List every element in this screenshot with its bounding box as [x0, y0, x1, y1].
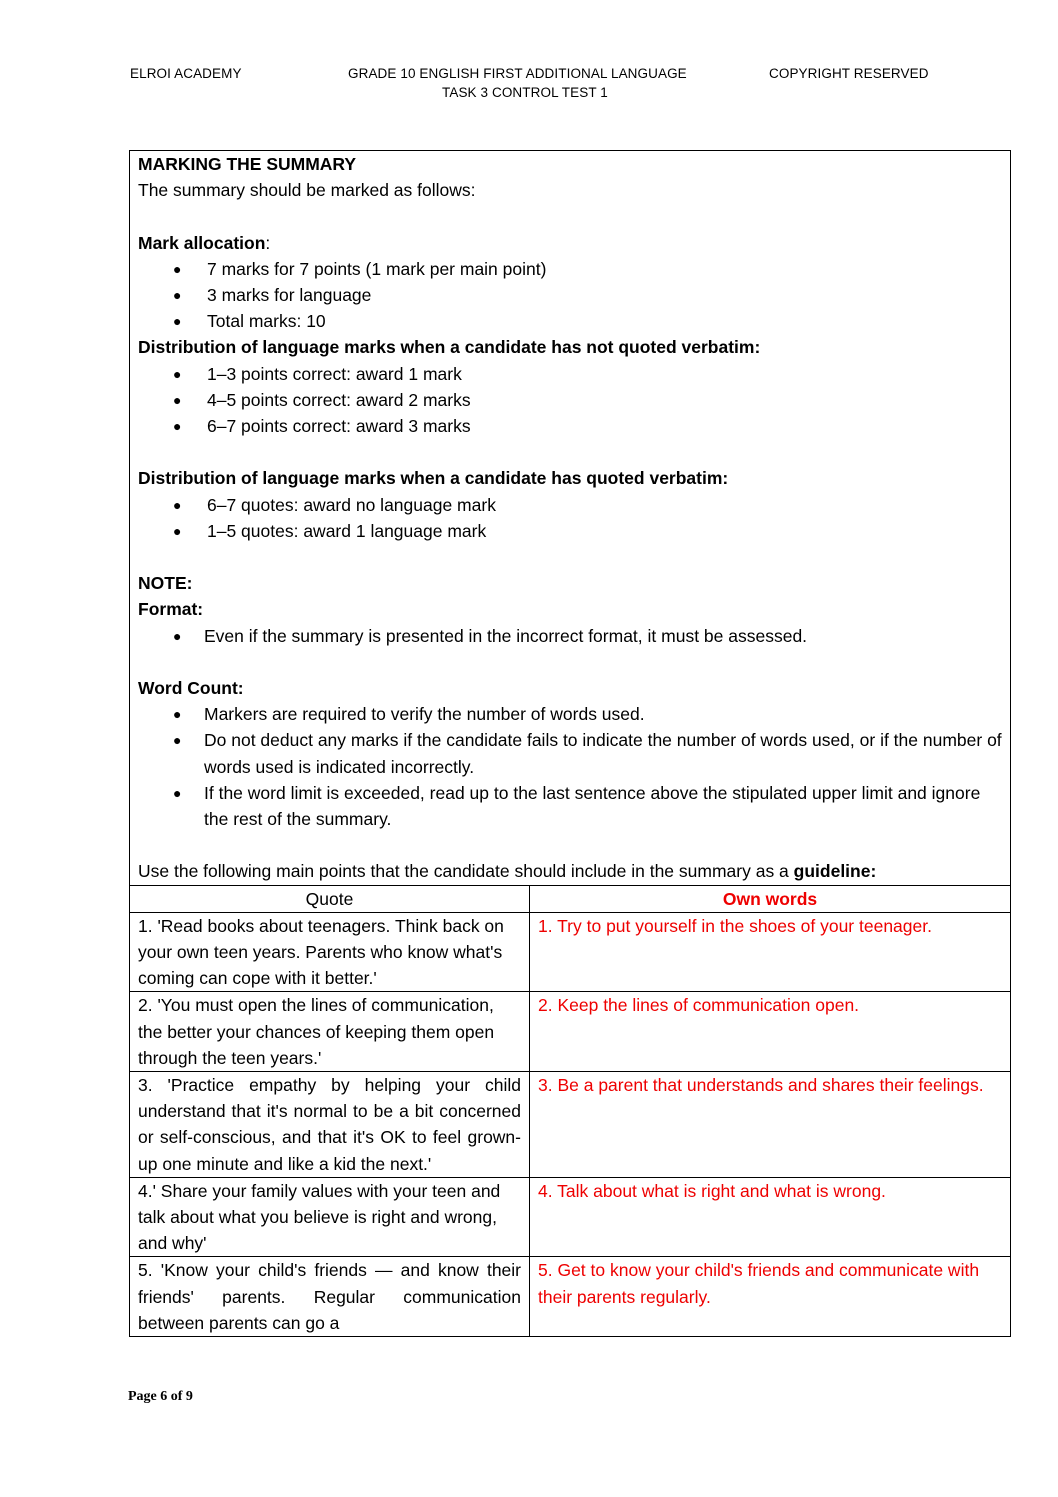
column-header-quote: Quote [130, 885, 530, 912]
points-table [130, 885, 1010, 1336]
format-label: Format: [138, 599, 204, 620]
marking-box [129, 150, 1011, 1337]
own-words-cell: 2. Keep the lines of communication open. [530, 992, 1011, 1072]
mark-allocation-list [138, 256, 1002, 335]
column-header-own-words: Own words [530, 885, 1011, 912]
summary-intro: The summary should be marked as follows: [138, 180, 476, 201]
quote-cell: 5. 'Know your child's friends — and know their friends' parents. Regular communication between parents can go a [130, 1257, 530, 1336]
list-item: ● If the word limit is exceeded, read up to the last sentence above the stipulated upper limit and ignore the rest of the summary. [173, 780, 1002, 832]
not-quoted-heading: Distribution of language marks when a candidate has not quoted verbatim: [138, 337, 761, 358]
own-words-cell: 4. Talk about what is right and what is wrong. [530, 1177, 1011, 1257]
table-row [130, 1257, 1010, 1336]
guideline-line [138, 858, 1002, 884]
mark-allocation-heading [138, 230, 1002, 256]
list-item: ● 3 marks for language [173, 282, 1002, 308]
table-header-row [130, 885, 1010, 912]
summary-title: MARKING THE SUMMARY [138, 154, 357, 174]
header-subject-line1: GRADE 10 ENGLISH FIRST ADDITIONAL LANGUAGE [348, 66, 687, 81]
quoted-list [138, 492, 1002, 544]
mark-allocation-label: Mark allocation [138, 232, 266, 253]
quoted-heading: Distribution of language marks when a candidate has quoted verbatim: [138, 468, 729, 489]
word-count-label: Word Count: [138, 678, 244, 698]
list-item: ● 4–5 points correct: award 2 marks [173, 387, 1002, 413]
list-item: ● 1–3 points correct: award 1 mark [173, 361, 1002, 387]
guideline-text: Use the following main points that the candidate should include in the summary as a [138, 861, 794, 882]
list-item: ● Do not deduct any marks if the candidate fails to indicate the number of words used, or if the number of words used is indicated incorrectly. [173, 727, 1002, 779]
list-item: ● 1–5 quotes: award 1 language mark [173, 518, 1002, 544]
note-label: NOTE: [138, 573, 193, 594]
table-row [130, 1072, 1010, 1178]
quote-cell: 1. 'Read books about teenagers. Think back on your own teen years. Parents who know what's coming can cope with it better.' [130, 912, 530, 992]
table-row [130, 992, 1010, 1072]
list-item: ● Even if the summary is presented in the incorrect format, it must be assessed. [173, 623, 1002, 649]
guideline-bold: guideline: [793, 861, 877, 882]
word-count-list [138, 701, 1002, 832]
format-list [138, 623, 1002, 649]
mark-allocation-colon: : [265, 232, 271, 253]
own-words-cell: 3. Be a parent that understands and shares their feelings. [530, 1072, 1011, 1178]
table-row [130, 1177, 1010, 1257]
own-words-cell: 5. Get to know your child's friends and communicate with their parents regularly. [530, 1257, 1011, 1336]
quote-cell: 2. 'You must open the lines of communication, the better your chances of keeping them open through the teen years.' [130, 992, 530, 1072]
quote-cell: 4.' Share your family values with your teen and talk about what you believe is right and wrong, and why' [130, 1177, 530, 1257]
page-number: Page 6 of 9 [128, 1389, 193, 1404]
quote-cell: 3. 'Practice empathy by helping your child understand that it's normal to be a bit concerned or self-conscious, and that it's OK to feel grown-up one minute and like a kid the next.' [130, 1072, 530, 1178]
own-words-cell: 1. Try to put yourself in the shoes of your teenager. [530, 912, 1011, 992]
header-subject [348, 66, 768, 100]
list-item: ● Total marks: 10 [173, 308, 1002, 334]
table-row [130, 912, 1010, 992]
marking-instructions [130, 151, 1010, 885]
not-quoted-list [138, 361, 1002, 440]
list-item: ● 6–7 quotes: award no language mark [173, 492, 1002, 518]
list-item: ● 7 marks for 7 points (1 mark per main point) [173, 256, 1002, 282]
list-item: ● 6–7 points correct: award 3 marks [173, 413, 1002, 439]
header-subject-line2: TASK 3 CONTROL TEST 1 [442, 85, 608, 100]
header-copyright: COPYRIGHT RESERVED [769, 66, 929, 81]
list-item: ● Markers are required to verify the number of words used. [173, 701, 1002, 727]
header-school: ELROI ACADEMY [130, 66, 242, 81]
